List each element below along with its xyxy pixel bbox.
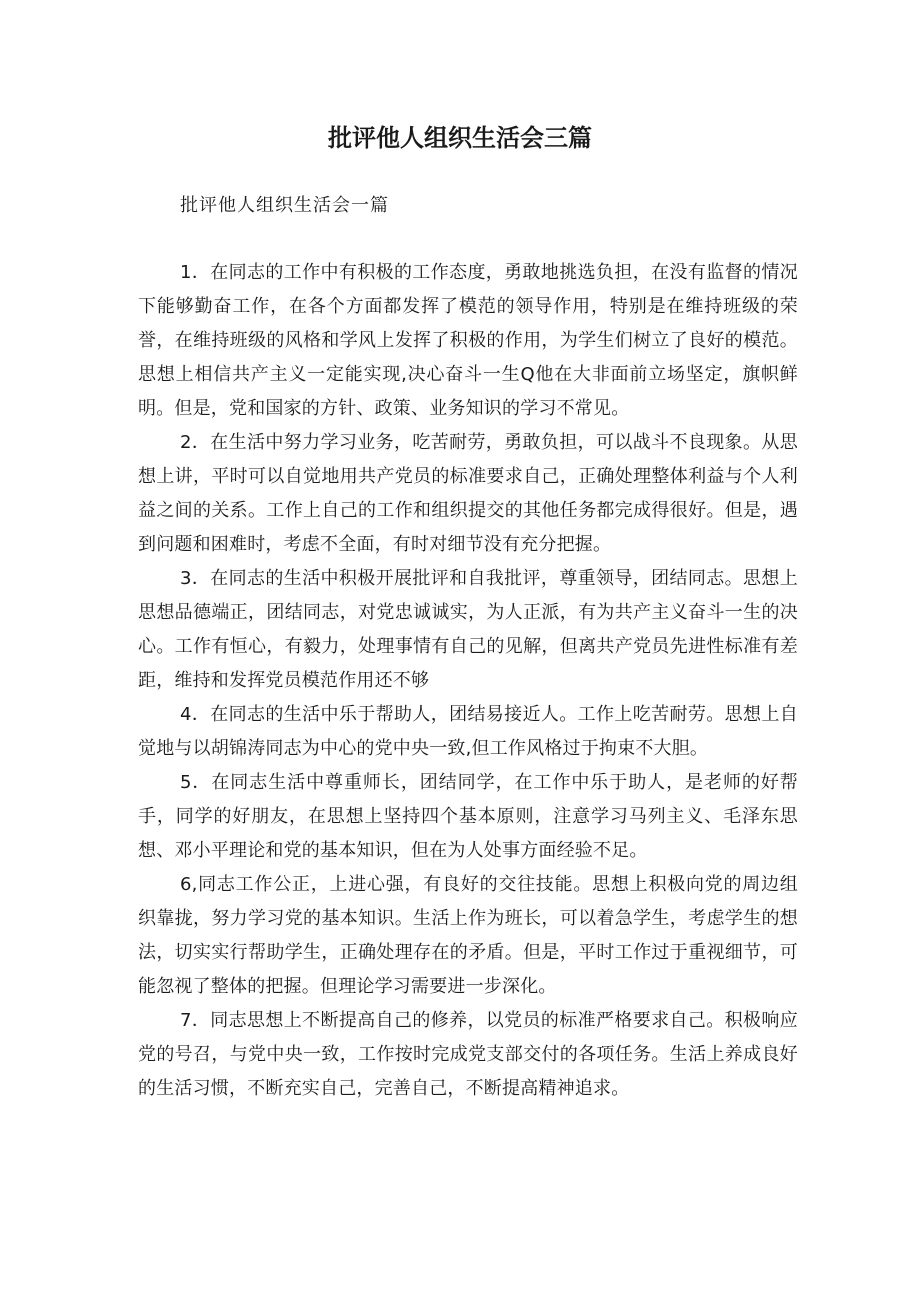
paragraph-7: 7．同志思想上不断提高自己的修养，以党员的标准严格要求自己。积极响应党的号召，与党中央一致，工作按时完成党支部交付的各项任务。生活上养成良好的生活习惯，不断充实自己，完善自己，不断提高精神追求。 <box>138 1010 798 1099</box>
paragraph-2: 2．在生活中努力学习业务，吃苦耐劳，勇敢负担，可以战斗不良现象。从思想上讲，平时可以自觉地用共产党员的标准要求自己，正确处理整体利益与个人利益之间的关系。工作上自己的工作和组织提交的其他任务都完成得很好。但是，遇到问题和困难时，考虑不全面，有时对细节没有充分把握。 <box>138 432 798 555</box>
paragraph-4: 4．在同志的生活中乐于帮助人，团结易接近人。工作上吃苦耐劳。思想上自觉地与以胡锦涛同志为中心的党中央一致,但工作风格过于拘束不大胆。 <box>138 704 798 759</box>
paragraph-6: 6,同志工作公正，上进心强，有良好的交往技能。思想上积极向党的周边组织靠拢，努力学习党的基本知识。生活上作为班长，可以着急学生，考虑学生的想法，切实实行帮助学生，正确处理存在的矛盾。但是，平时工作过于重视细节，可能忽视了整体的把握。但理论学习需要进一步深化。 <box>138 874 798 997</box>
document-subtitle: 批评他人组织生活会一篇 <box>180 195 389 216</box>
paragraph-3: 3．在同志的生活中积极开展批评和自我批评，尊重领导，团结同志。思想上思想品德端正，团结同志，对党忠诚诚实，为人正派，有为共产主义奋斗一生的决心。工作有恒心，有毅力，处理事情有自己的见解，但离共产党员先进性标准有差距，维持和发挥党员模范作用还不够 <box>138 568 798 691</box>
paragraph-1: 1．在同志的工作中有积极的工作态度，勇敢地挑选负担，在没有监督的情况下能够勤奋工作，在各个方面都发挥了模范的领导作用，特别是在维持班级的荣誉，在维持班级的风格和学风上发挥了积极的作用，为学生们树立了良好的模范。思想上相信共产主义一定能实现,决心奋斗一生Q他在大非面前立场坚定，旗帜鲜明。但是，党和国家的方针、政策、业务知识的学习不常见。 <box>138 262 798 419</box>
document-title: 批评他人组织生活会三篇 <box>328 124 592 152</box>
document-body <box>138 256 798 1106</box>
paragraph-5: 5．在同志生活中尊重师长，团结同学，在工作中乐于助人，是老师的好帮手，同学的好朋友，在思想上坚持四个基本原则，注意学习马列主义、毛泽东思想、邓小平理论和党的基本知识，但在为人处事方面经验不足。 <box>138 772 798 861</box>
